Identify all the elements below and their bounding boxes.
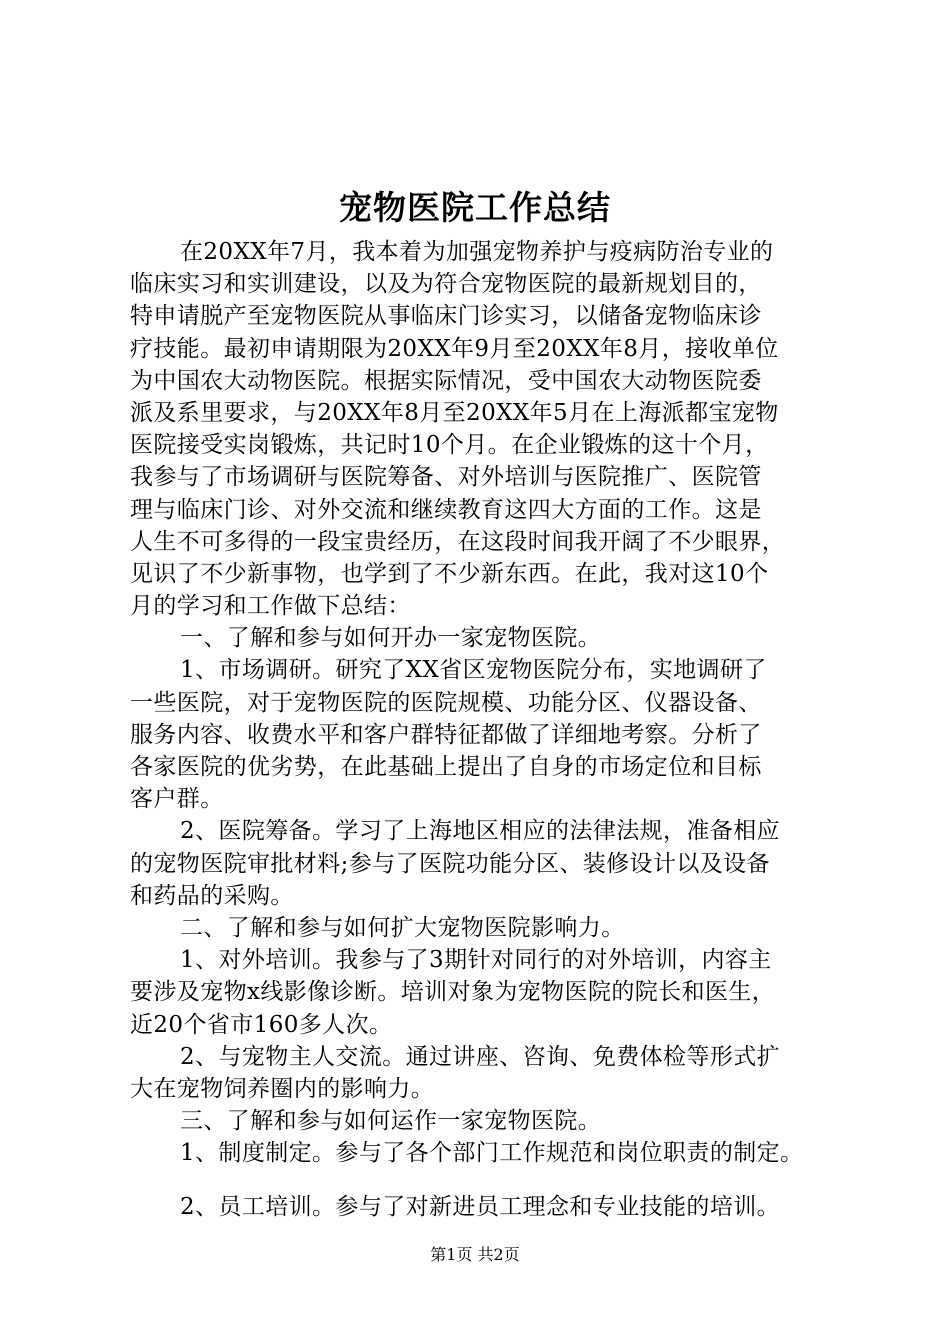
paragraph-line: 疗技能。最初申请期限为20XX年9月至20XX年8月，接收单位 [130,335,779,362]
paragraph-line: 月的学习和工作做下总结： [130,593,411,620]
section-heading: 三、了解和参与如何运作一家宠物医院。 [180,1108,602,1135]
paragraph-line: 服务内容、收费水平和客户群特征都做了详细地考察。分析了 [130,721,762,748]
paragraph-line: 的宠物医院审批材料;参与了医院功能分区、装修设计以及设备 [130,850,770,877]
paragraph-line: 和药品的采购。 [130,882,294,909]
paragraph-line: 临床实习和实训建设，以及为符合宠物医院的最新规划目的， [130,271,762,298]
paragraph-line: 一些医院，对于宠物医院的医院规模、功能分区、仪器设备、 [130,689,762,716]
paragraph-line: 2、与宠物主人交流。通过讲座、咨询、免费体检等形式扩 [180,1043,781,1070]
paragraph-line: 2、员工培训。参与了对新进员工理念和专业技能的培训。 [180,1194,781,1221]
paragraph-line: 1、市场调研。研究了XX省区宠物医院分布，实地调研了 [180,657,767,684]
paragraph-line: 1、对外培训。我参与了3期针对同行的对外培训，内容主 [180,947,772,974]
paragraph-line: 要涉及宠物x线影像诊断。培训对象为宠物医院的院长和医生， [130,979,776,1006]
paragraph-line: 为中国农大动物医院。根据实际情况，受中国农大动物医院委 [130,367,762,394]
paragraph-line: 2、医院筹备。学习了上海地区相应的法律法规，准备相应 [180,818,781,845]
paragraph-line: 1、制度制定。参与了各个部门工作规范和岗位职责的制定。 [180,1140,804,1167]
paragraph-line: 我参与了市场调研与医院筹备、对外培训与医院推广、医院管 [130,464,762,491]
paragraph-line: 派及系里要求，与20XX年8月至20XX年5月在上海派都宝宠物 [130,399,779,426]
paragraph-line: 特申请脱产至宠物医院从事临床门诊实习，以储备宠物临床诊 [130,303,762,330]
paragraph-line: 理与临床门诊、对外交流和继续教育这四大方面的工作。这是 [130,496,762,523]
document-title: 宠物医院工作总结 [339,188,611,227]
paragraph-line: 大在宠物饲养圈内的影响力。 [130,1075,435,1102]
paragraph-line: 各家医院的优劣势，在此基础上提出了自身的市场定位和目标 [130,754,762,780]
section-heading: 一、了解和参与如何开办一家宠物医院。 [180,625,602,652]
paragraph-line: 近20个省市160多人次。 [130,1011,393,1038]
paragraph-line: 在20XX年7月，我本着为加强宠物养护与疫病防治专业的 [180,239,774,265]
section-heading: 二、了解和参与如何扩大宠物医院影响力。 [180,914,625,941]
paragraph-gap [130,1169,840,1191]
paragraph-line: 客户群。 [130,786,224,813]
paragraph-line: 医院接受实岗锻炼，共记时10个月。在企业锻炼的这十个月， [130,432,769,459]
page-footer: 第1页 共2页 [430,1245,520,1264]
paragraph-line: 人生不可多得的一段宝贵经历，在这段时间我开阔了不少眼界， [130,528,786,555]
paragraph-line: 见识了不少新事物，也学到了不少新东西。在此，我对这10个 [130,560,769,587]
document-body [130,236,840,1224]
